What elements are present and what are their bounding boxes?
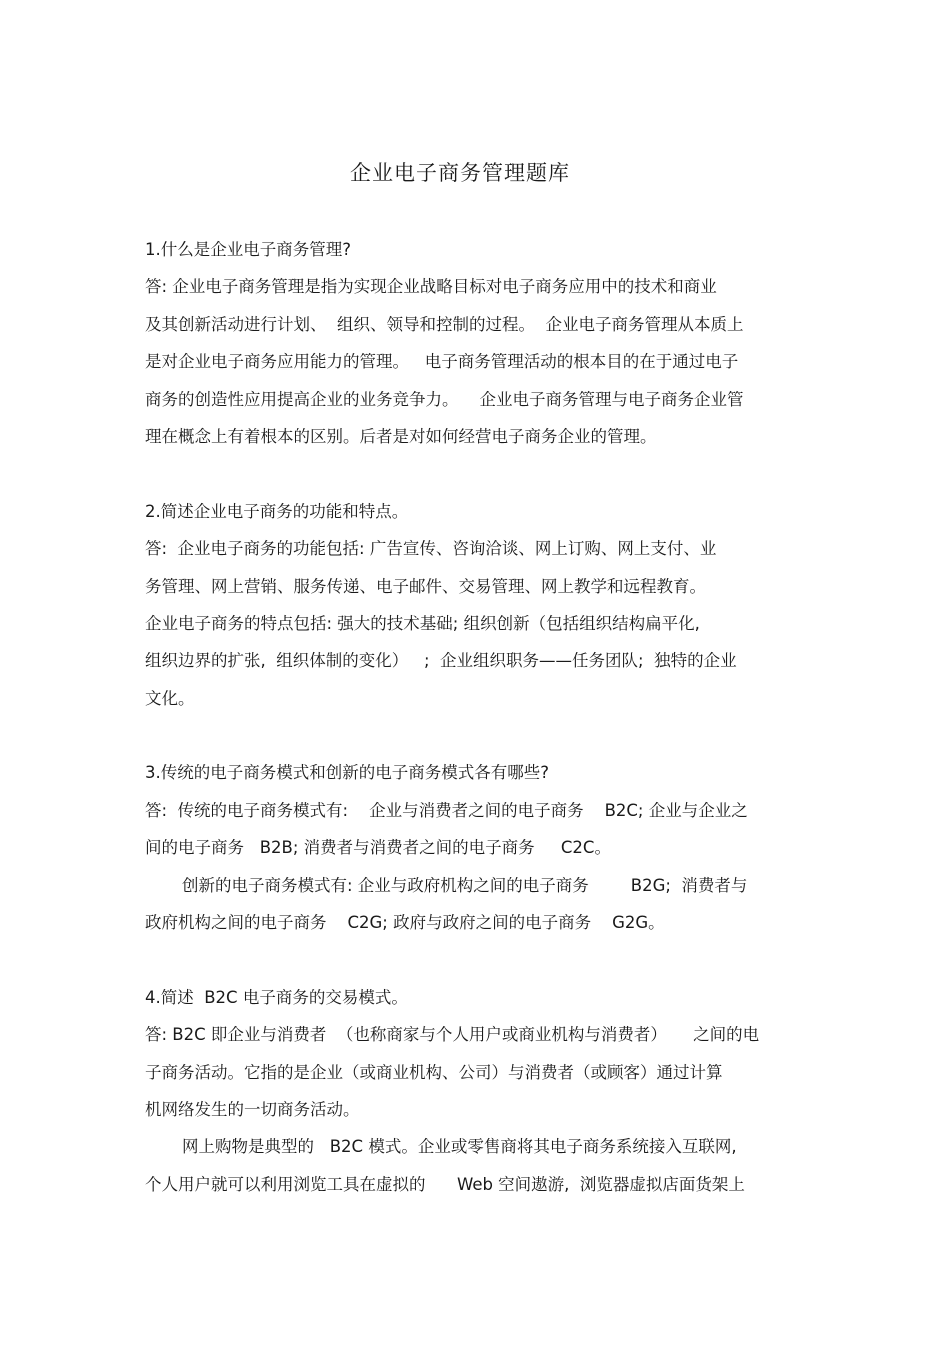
document-body: [145, 231, 815, 1203]
answer-line: 答: 传统的电子商务模式有: 企业与消费者之间的电子商务 B2C; 企业与企业之: [145, 800, 748, 820]
question-heading: 2.简述企业电子商务的功能和特点。: [145, 501, 409, 521]
answer-line: 子商务活动。它指的是企业（或商业机构、公司）与消费者（或顾客）通过计算: [145, 1062, 723, 1082]
section-gap: [145, 941, 815, 978]
answer-line: 政府机构之间的电子商务 C2G; 政府与政府之间的电子商务 G2G。: [145, 913, 665, 933]
answer-line: 是对企业电子商务应用能力的管理。 电子商务管理活动的根本目的在于通过电子: [145, 352, 739, 372]
answer-line: 组织边界的扩张, 组织体制的变化） ; 企业组织职务——任务团队; 独特的企业: [145, 651, 737, 671]
section-gap: [145, 717, 815, 754]
answer-line: 企业电子商务的特点包括: 强大的技术基础; 组织创新（包括组织结构扁平化,: [145, 613, 700, 633]
answer-line: 文化。: [145, 688, 195, 708]
question-heading: 3.传统的电子商务模式和创新的电子商务模式各有哪些?: [145, 763, 550, 783]
question-heading: 1.什么是企业电子商务管理?: [145, 240, 352, 259]
answer-line: 及其创新活动进行计划、 组织、领导和控制的过程。 企业电子商务管理从本质上: [145, 314, 744, 334]
answer-line: 答: 企业电子商务管理是指为实现企业战略目标对电子商务应用中的技术和商业: [145, 277, 717, 297]
answer-line-indented: 网上购物是典型的 B2C 模式。企业或零售商将其电子商务系统接入互联网,: [182, 1137, 737, 1157]
answer-line: 个人用户就可以利用浏览工具在虚拟的 Web 空间遨游, 浏览器虚拟店面货架上: [145, 1174, 745, 1194]
answer-line-indented: 创新的电子商务模式有: 企业与政府机构之间的电子商务 B2G; 消费者与: [182, 875, 748, 895]
answer-line: 务管理、网上营销、服务传递、电子邮件、交易管理、网上教学和远程教育。: [145, 576, 706, 596]
question-heading: 4.简述 B2C 电子商务的交易模式。: [145, 987, 408, 1007]
answer-line: 理在概念上有着根本的区别。后者是对如何经营电子商务企业的管理。: [145, 426, 657, 446]
answer-line: 答: B2C 即企业与消费者 （也称商家与个人用户或商业机构与消费者） 之间的电: [145, 1025, 760, 1045]
section-gap: [145, 455, 815, 492]
answer-line: 商务的创造性应用提高企业的业务竞争力。 企业电子商务管理与电子商务企业管: [145, 389, 744, 409]
answer-line: 机网络发生的一切商务活动。: [145, 1099, 360, 1119]
answer-line: 间的电子商务 B2B; 消费者与消费者之间的电子商务 C2C。: [145, 838, 611, 858]
answer-line: 答: 企业电子商务的功能包括: 广告宣传、咨询洽谈、网上订购、网上支付、业: [145, 539, 717, 559]
page-title: 企业电子商务管理题库: [350, 161, 570, 185]
